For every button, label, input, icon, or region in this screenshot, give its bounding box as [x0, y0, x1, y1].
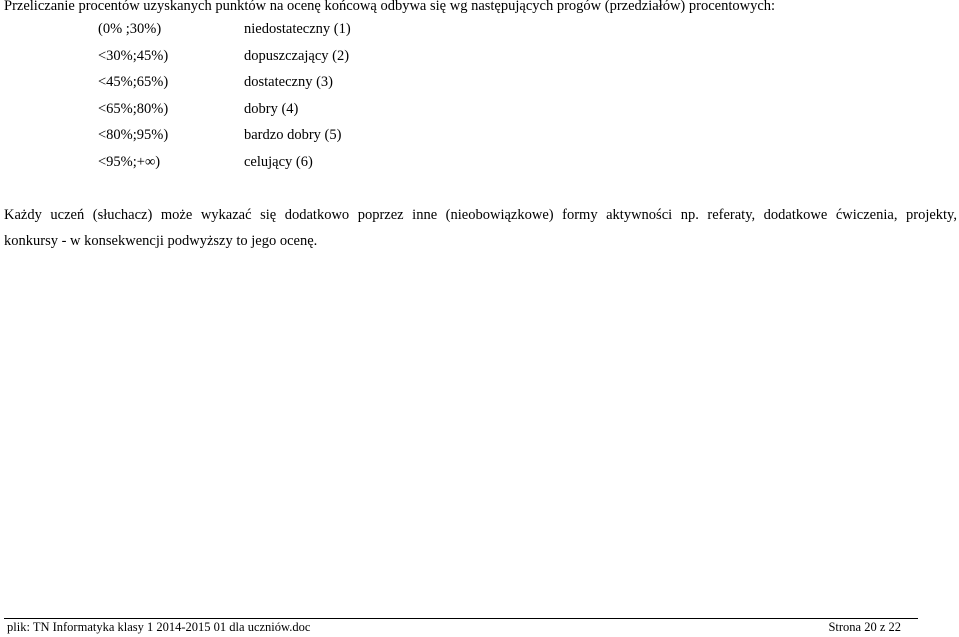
note-line-2: konkursy - w konsekwencji podwyższy to jego ocenę.: [4, 233, 318, 249]
extra-activity-note: [4, 202, 957, 254]
grade-name: dopuszczający (2): [244, 47, 350, 64]
grade-name: dostateczny (3): [244, 74, 333, 90]
grade-name: celujący (6): [244, 153, 313, 170]
intro-text: Przeliczanie procentów uzyskanych punktów na ocenę końcową odbywa się wg następujących progów (przedziałów) procentowych:: [4, 0, 776, 14]
footer-page-number: Strona 20 z 22: [828, 620, 901, 634]
grade-range: <80%;95%): [98, 127, 169, 143]
grade-name: bardzo dobry (5): [244, 127, 342, 143]
grade-range: <95%;+∞): [98, 153, 161, 170]
grade-name: dobry (4): [244, 100, 299, 117]
footer-divider: [4, 618, 918, 619]
note-line-1: Każdy uczeń (słuchacz) może wykazać się dodatkowo poprzez inne (nieobowiązkowe) formy aktywności np. referaty, dodatkowe ćwiczenia, projekty,: [4, 207, 957, 223]
grade-range: <65%;80%): [98, 100, 169, 117]
footer-file-name: plik: TN Informatyka klasy 1 2014-2015 01 dla uczniów.doc: [7, 620, 311, 634]
grade-name: niedostateczny (1): [244, 21, 351, 37]
grade-range: <30%;45%): [98, 47, 169, 64]
grade-range: (0% ;30%): [98, 21, 162, 37]
grade-range: <45%;65%): [98, 74, 169, 90]
